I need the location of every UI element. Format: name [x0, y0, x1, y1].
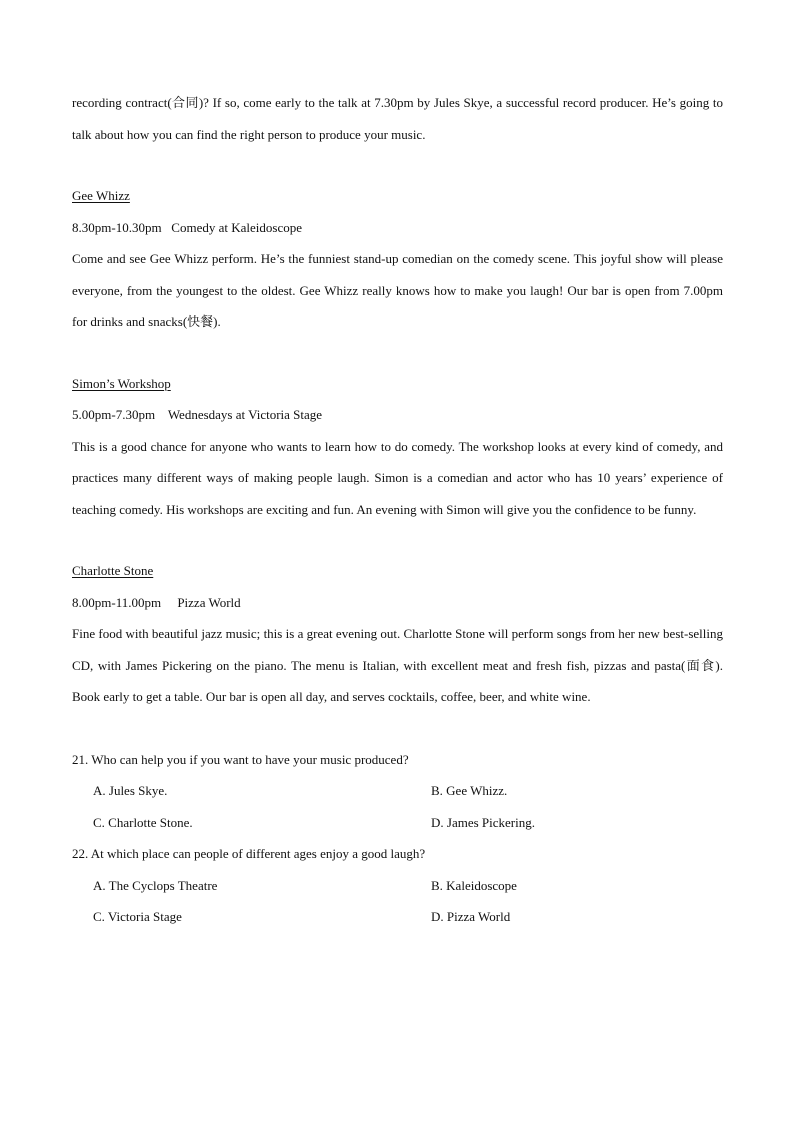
event-description: This is a good chance for anyone who wants to learn how to do comedy. The workshop looks at every kind of comedy, and practices many different ways of making people laugh. Simon is a comedian and actor who has 10 years’ experience of teaching comedy. His workshops are exciting and fun. An evening with Simon will give you the confidence to be funny. — [72, 438, 723, 517]
intro-paragraph: recording contract(合同)? If so, come early to the talk at 7.30pm by Jules Skye, a successful record producer. He’s going to talk about how you can find the right person to produce your music. — [72, 95, 723, 142]
event-charlotte-stone — [72, 555, 723, 713]
answer-option-c: C. Charlotte Stone. — [93, 814, 193, 830]
question-stem: 22. At which place can people of different ages enjoy a good laugh? — [72, 846, 426, 861]
event-schedule: 8.00pm-11.00pm Pizza World — [72, 594, 241, 610]
answer-option-a: A. The Cyclops Theatre — [93, 877, 218, 893]
event-gee-whizz — [72, 180, 723, 338]
event-simons-workshop — [72, 368, 723, 526]
event-description: Fine food with beautiful jazz music; this is a great evening out. Charlotte Stone will perform songs from her new best-selling CD, with James Pickering on the piano. The menu is Italian, with excellent meat and fresh fish, pizzas and pasta(面食). Book early to get a table. Our bar is open all day, and serves cocktails, coffee, beer, and white wine. — [72, 626, 723, 704]
answer-option-d: D. James Pickering. — [431, 814, 535, 830]
question-stem: 21. Who can help you if you want to have your music produced? — [72, 751, 409, 767]
answer-options — [72, 775, 723, 838]
event-schedule: 8.30pm-10.30pm Comedy at Kaleidoscope — [72, 219, 302, 235]
document-page — [72, 87, 723, 933]
event-schedule: 5.00pm-7.30pm Wednesdays at Victoria Stage — [72, 407, 323, 422]
questions-block — [72, 744, 723, 933]
question-21 — [72, 744, 723, 839]
event-description: Come and see Gee Whizz perform. He’s the funniest stand-up comedian on the comedy scene. This joyful show will please everyone, from the youngest to the oldest. Gee Whizz really knows how to make you laugh! Our bar is open from 7.00pm for drinks and snacks(快餐). — [72, 251, 723, 329]
event-heading: Charlotte Stone — [72, 563, 154, 578]
event-heading: Simon’s Workshop — [72, 375, 171, 391]
answer-option-a: A. Jules Skye. — [93, 783, 168, 798]
answer-option-b: B. Kaleidoscope — [431, 877, 517, 893]
answer-options — [72, 870, 723, 933]
answer-option-c: C. Victoria Stage — [93, 909, 182, 924]
event-heading: Gee Whizz — [72, 188, 130, 203]
answer-option-d: D. Pizza World — [431, 909, 511, 924]
answer-option-b: B. Gee Whizz. — [431, 783, 508, 798]
question-22 — [72, 838, 723, 933]
